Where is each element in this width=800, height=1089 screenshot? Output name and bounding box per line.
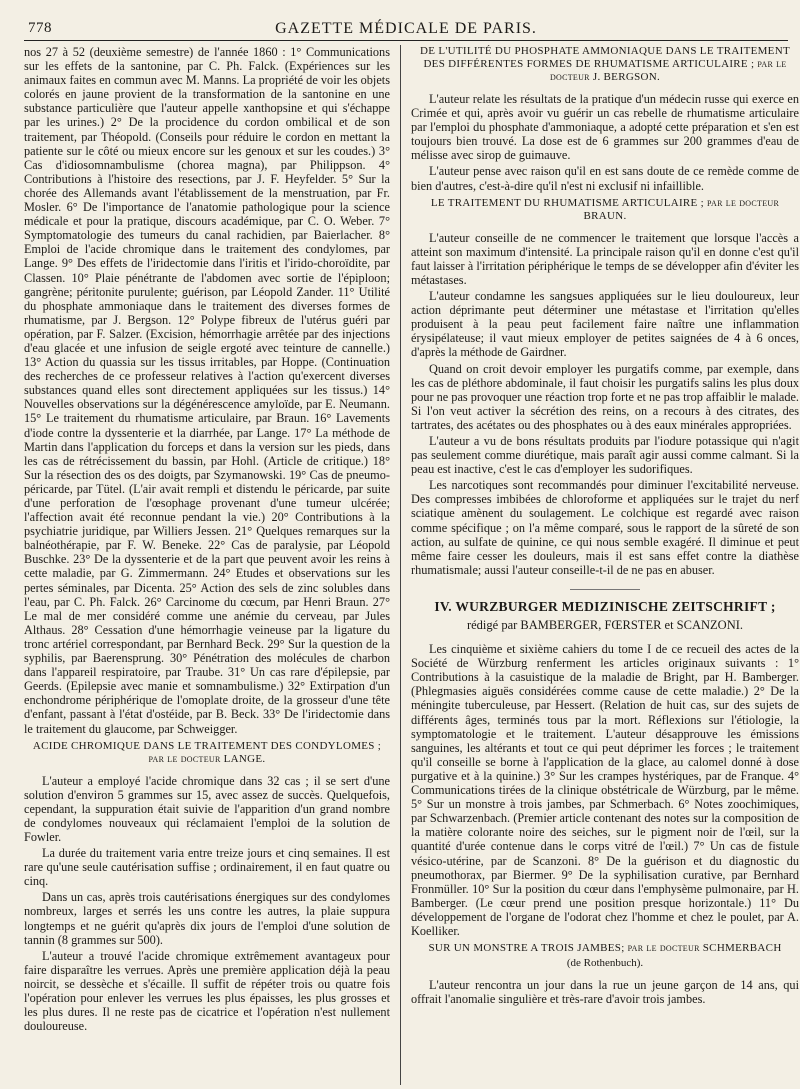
section-heading-chromic-acid [24,740,390,766]
section-heading-text: ACIDE CHROMIQUE DANS LE TRAITEMENT DES CONDYLOMES ; par le docteur LANGE. [32,739,382,765]
body-paragraph: Dans un cas, après trois cautérisations énergiques sur des condylomes nombreux, larges et serrés les uns contre les autres, la plaie suppura longtemps et ne guérit qu'après dix jours de l'emploi d'une solution de tannin (8 grammes sur 500). [24,890,390,947]
left-column [24,45,398,1085]
section-heading-monster [411,942,799,970]
section-heading-text: SUR UN MONSTRE A TROIS JAMBES; par le docteur SCHMERBACH [428,942,782,955]
journal-title: GAZETTE MÉDICALE DE PARIS. [275,20,537,37]
body-paragraph: Les cinquième et sixième cahiers du tome I de ce recueil des actes de la Société de Würzburg renferment les articles originaux suivants : 1° Contributions à la casuistique de la maladie de Bright, par H. Bamberger. (Phlegmasies aiguës considérées comme cause de cette maladie.) 2° De la méningite tuberculeuse, par Hessert. (Relation de huit cas, sur des sujets de différents âges, terminés tous par la mort. Réflexions sur l'étiologie, la symptomatologie et le traitement. L'auteur désapprouve les émissions sanguines, les altérants et tout ce qui peut déprimer les forces ; le traitement qu'il conseille se borne à l'application de la glace, au calomel donné à dose purgative et à la quinine.) 3° Sur les crampes hystériques, par de Franque. 4° Communications tirées de la clinique obstétricale de Würzburg, par le même. 5° Sur un monstre à trois jambes, par Schmerbach. 6° Notes zoochimiques, par Schwarzenbach. (Premier article contenant des notes sur la composition de la matière colorante noire des seiches, sur le pigment noir de l'œil, sur la quantité d'urée contenue dans le corps vitré de l'œil.) 7° Un cas de fistule vésico-utérine, par de Scanzoni. 8° De la guérison et du diagnostic du pneumothorax, par Biermer. 9° De la syphilisation curative, par Bernhard Fronmüller. 10° Sur la position du cœur dans l'emphysème pulmonaire, par H. Bamberger. (Le cœur prend une position presque horizontale.) 11° Du développement de l'organe de l'odorat chez l'homme et chez le poulet, par A. Koelliker. [411,642,799,938]
body-paragraph: L'auteur a trouvé l'acide chromique extrêmement avantageux pour faire disparaître les verrues. Après une première application déjà la peau noircit, se dessèche et s'écaille. Il suffit de répéter trois ou quatre fois l'opération pour enlever les verrues les plus épaisses, les plus grosses et les plus dures. Il ne reste pas de cicatrice et l'opération n'est nullement douloureuse. [24,948,390,1034]
right-column [400,45,799,1085]
section-heading-place: (de Rothenbuch). [566,957,644,970]
page-header [24,14,788,41]
section-editors: rédigé par BAMBERGER, FŒRSTER et SCANZONI. [466,618,744,632]
body-paragraph: L'auteur rencontra un jour dans la rue un jeune garçon de 14 ans, qui offrait l'anomalie singulière et très-rare d'avoir trois jambes. [411,978,799,1007]
body-paragraph: L'auteur relate les résultats de la pratique d'un médecin russe qui exerce en Crimée et qui, après avoir vu guérir un cas rebelle de rhumatisme articulaire par l'emploi du phosphate d'ammoniaque, a adopté cette préparation et s'en est toujours bien trouvé. La dose est de 6 grammes sur 200 grammes d'eau de mélisse avec sirop de guimauve. [411,92,799,163]
section-heading-phosphate [411,45,799,84]
section-divider [570,589,640,590]
body-paragraph: L'auteur a employé l'acide chromique dans 32 cas ; il se sert d'une solution d'environ 5 grammes sur 15, avec assez de succès. Quelquefois, cependant, la suppuration était suivie de l'apparition d'un grand nombre de condylomes nouveaux qui réclamaient l'emploi de la solution de Fowler. [24,773,390,844]
section-heading-text: LE TRAITEMENT DU RHUMATISME ARTICULAIRE ; par le docteur BRAUN. [430,196,780,222]
body-paragraph: L'auteur pense avec raison qu'il en est sans doute de ce remède comme de bien d'autres, c'est-à-dire qu'il n'est ni exclusif ni infaillible. [411,164,799,193]
body-paragraph: La durée du traitement varia entre treize jours et cinq semaines. Il est rare qu'une seule cautérisation suffise ; ordinairement, il en faut quatre ou cinq. [24,846,390,889]
body-paragraph: L'auteur conseille de ne commencer le traitement que lorsque l'accès a atteint son maximum d'intensité. La principale raison qu'il en donne c'est qu'il faut laisser à l'irritation périphérique le temps de se développer afin d'éviter les métastases. [411,230,799,287]
body-paragraph: L'auteur a vu de bons résultats produits par l'iodure potassique qui n'agit pas seulement comme diurétique, mais paraît agir aussi comme calmant. Si la peau est inactive, c'est le cas d'employer les sudorifiques. [411,433,799,477]
body-paragraph: L'auteur condamne les sangsues appliquées sur le lieu douloureux, leur action déprimante peut déterminer une métastase et l'irritation qu'elles produisent à la peau peut facilement faire naître une inflammation érysipélateuse; il vaut mieux employer de petites saignées de 4 à 6 onces, d'après la méthode de Gairdner. [411,289,799,360]
section-heading-rheumatism [411,197,799,223]
text-columns [24,45,799,1085]
section-title-wurzburger: IV. WURZBURGER MEDIZINISCHE ZEITSCHRIFT ; [434,598,776,614]
section-heading-text: DE L'UTILITÉ DU PHOSPHATE AMMONIAQUE DANS LE TRAITEMENT DES DIFFÉRENTES FORMES DE RHUMATISME ARTICULAIRE ; par le docteur J. BERGSON. [420,45,790,83]
list-paragraph: nos 27 à 52 (deuxième semestre) de l'année 1860 : 1° Communications sur les effets de la santonine, par C. Ph. Falck. (Expériences sur les animaux faites en commun avec M. Manns. La propriété de voir les objets colorés en jaune provient de la transformation de la santonine en une substance particulière que l'auteur appelle xanthopsine et qui s'échappe par les urines.) 2° De la procidence du cordon ombilical et de son traitement, par Théopold. (Conseils pour réduire le cordon en mettant la patiente sur le côté ou mieux encore sur les genoux et sur les coudes.) 3° Cas d'idiosomnambulisme (chorea magna), par Philippson. 4° Contributions à l'histoire des resections, par J. F. Heyfelder. 5° Sur la chorée des Allemands avant l'établissement de la menstruation, par Fr. Mosler. 6° De l'importance de l'anatomie pathologique pour la science médicale et pour la pratique, discours académique, par C. O. Weber. 7° Symptomatologie des tumeurs du canal rachidien, par Baierlacher. 8° Emploi de l'acide chromique dans le traitement des condylomes, par Lange. 9° Des effets de l'iridectomie dans l'iritis et l'irido-choroïdite, par Classen. 10° Plaie pénétrante de l'abdomen avec sortie de l'épiploon; gangrène; péritonite purulente; guérison, par Léopold Zander. 11° Utilité du phosphate ammoniaque dans le traitement des diverses formes de rhumatisme, par J. Bergson. 12° Polype fibreux de l'utérus guéri par opération, par F. Salzer. (Excision, hémorrhagie arrêtée par des injections d'eau glacée et une infusion de seigle ergoté avec teinture de cannelle.) 13° Action du quassia sur les tissus irritables, par Hoppe. (Continuation des recherches de ce professeur relatives à l'action qu'exercent diverses substances quand elles sont directement appliquées sur les tissus.) 14° Nouvelles observations sur la dégénérescence amyloïde, par E. Neumann. 15° Le traitement du rhumatisme articulaire, par Braun. 16° Lavements d'iode contre la dyssenterie et la diarrhée, par Lange. 17° La méthode de Martin dans l'application du forceps et dans la version sur les pieds, dans les cas de rétrécissement du bassin, par Hohl. (Article de critique.) 18° Sur la résection des os des doigts, par Szymanowski. 19° Cas de pneumo-péricarde, par Tütel. (L'air avait rempli et distendu le péricarde, par suite d'une perforation de l'œsophage provenant d'une tumeur ulcérée; l'affection avait été reconnue pendant la vie.) 20° Contributions à la psychiatrie juridique, par Williers Jessen. 21° Quelques remarques sur la balnéothérapie, par F. W. Beneke. 22° Cas de paralysie, par Léopold Buschke. 23° De la dyssenterie et de la part que peuvent avoir les reins à cette maladie, par G. Zimmermann. 24° Etudes et observations sur les pertes séminales, par Dicenta. 25° Action des sels de zinc solubles dans l'eau, par C. Ph. Falck. 26° Carcinome du cœcum, par Henri Braun. 27° Le mal de mer considéré comme une anémie du cerveau, par Jules Althaus. 28° Cessation d'une hémorrhagie veineuse par la ligature du tronc artériel correspondant, par Bernhard Beck. 29° Sur la question de la syphilis, par Baerensprung. 30° Pénétration des molécules de charbon dans l'appareil respiratoire, par Traube. 31° Un cas rare d'épilepsie, par Geerds. (Epilepsie avec manie et somnambulisme.) 32° Extirpation d'un enchondrome périphérique de l'omoplate droite, de la grosseur d'une tête d'enfant, passant à l'état d'ostéide, par B. Beck. 33° De l'iridectomie dans le traitement du glaucome, par Schweigger. [24,45,390,736]
page-number: 778 [28,20,52,36]
body-paragraph: Les narcotiques sont recommandés pour diminuer l'excitabilité nerveuse. Des compresses imbibées de chloroforme et appliquées sur le trajet du nerf sciatique amènent du soulagement. Le colchique est regardé avec raison comme spécifique ; on l'a même comparé, sous le rapport de la sûreté de son action, au sulfate de quinine, ce qui nous semble exagéré. Il diminue et peut même faire cesser les douleurs, mais il est sans effet contre la diathèse rhumatismale; aussi l'auteur conseille-t-il de ne pas en abuser. [411,478,799,577]
body-paragraph: Quand on croit devoir employer les purgatifs comme, par exemple, dans les cas de pléthore abdominale, il faut choisir les purgatifs salins les plus doux pour ne pas provoquer une réaction trop forte et ne pas trop affaiblir le malade. Si l'on veut activer la sécrétion des reins, on a recours à des citrates, des tartrates, des acétates ou des phosphates ou à des eaux minérales appropriées. [411,361,799,432]
